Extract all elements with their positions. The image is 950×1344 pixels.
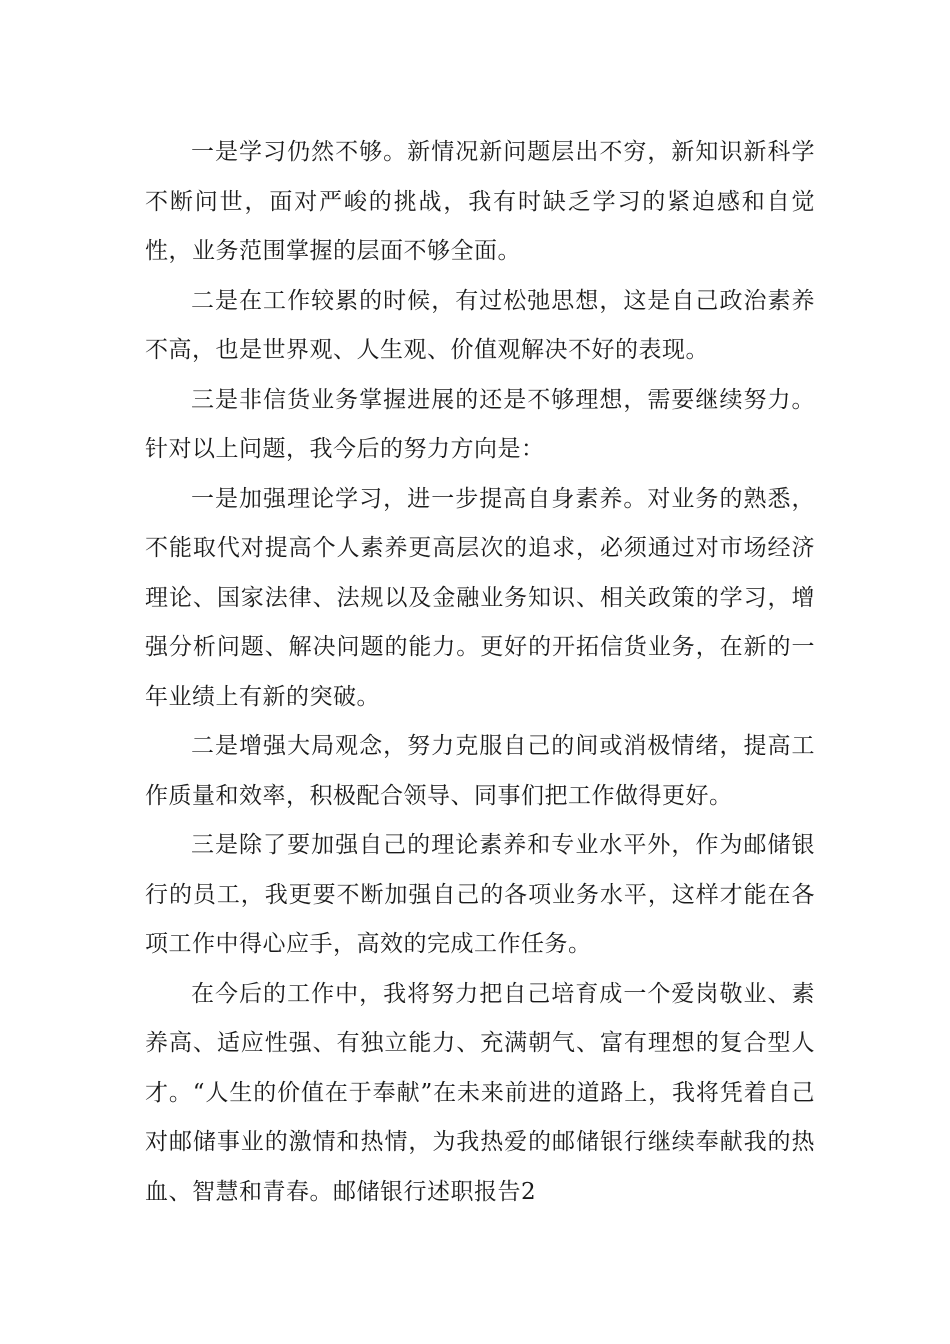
paragraph-3: 三是非信货业务掌握进展的还是不够理想，需要继续努力。 针对以上问题，我今后的努力方向是： — [145, 386, 815, 462]
document-body — [145, 128, 815, 1217]
paragraph-7: 在今后的工作中，我将努力把自己培育成一个爱岗敬业、素养高、适应性强、有独立能力、充满朝气、富有理想的复合型人才。“人生的价值在于奉献”在未来前进的道路上，我将凭着自己对邮储事业的激情和热情，为我热爱的邮储银行继续奉献我的热血、智慧和青春。邮储银行述职报告2 — [145, 980, 815, 1205]
paragraph-6: 三是除了要加强自己的理论素养和专业水平外，作为邮储银行的员工，我更要不断加强自己的各项业务水平，这样才能在各项工作中得心应手，高效的完成工作任务。 — [145, 832, 815, 957]
paragraph-2: 二是在工作较累的时候，有过松弛思想，这是自己政治素养不高，也是世界观、人生观、价值观解决不好的表现。 — [145, 287, 815, 363]
paragraph-5: 二是增强大局观念，努力克服自己的间或消极情绪，提高工作质量和效率，积极配合领导、同事们把工作做得更好。 — [145, 733, 815, 809]
paragraph-1: 一是学习仍然不够。新情况新问题层出不穷，新知识新科学不断问世，面对严峻的挑战，我有时缺乏学习的紧迫感和自觉性，业务范围掌握的层面不够全面。 — [145, 139, 815, 264]
paragraph-4: 一是加强理论学习，进一步提高自身素养。对业务的熟悉，不能取代对提高个人素养更高层次的追求，必须通过对市场经济理论、国家法律、法规以及金融业务知识、相关政策的学习，增强分析问题、解决问题的能力。更好的开拓信货业务，在新的一年业绩上有新的突破。 — [145, 485, 815, 710]
